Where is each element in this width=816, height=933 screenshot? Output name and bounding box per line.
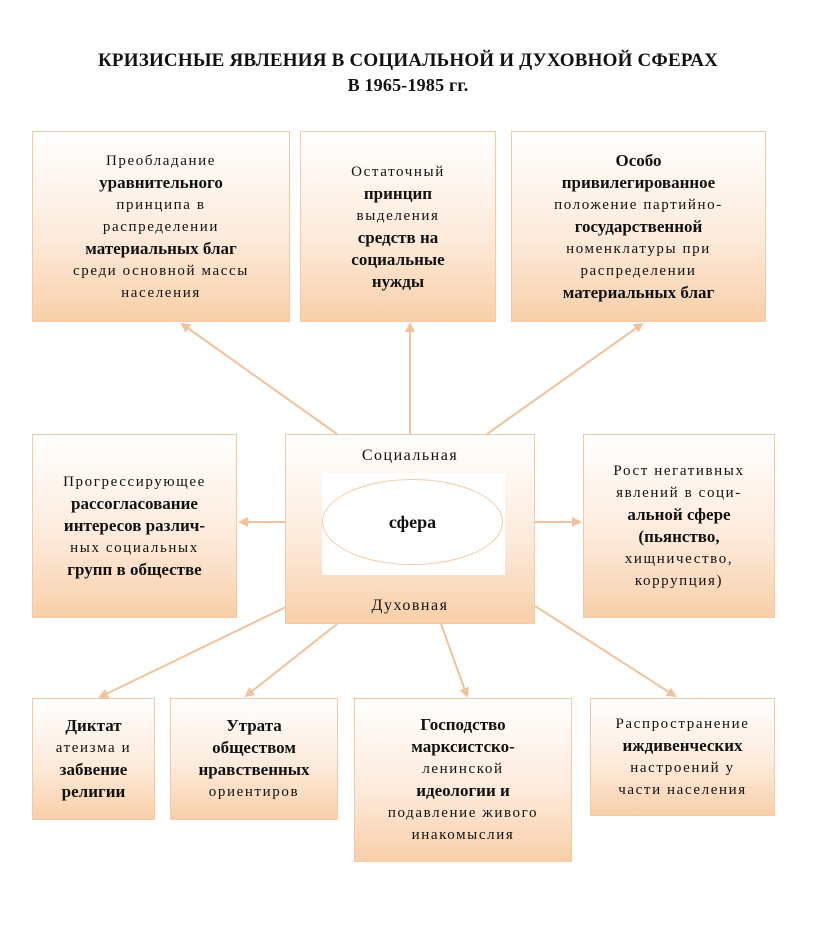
box-moral-loss xyxy=(170,698,338,820)
box-line: нужды xyxy=(371,271,425,291)
box-line: принцип xyxy=(363,183,433,203)
box-interest-divergence xyxy=(32,434,237,618)
box-line: явлений в соци- xyxy=(616,485,742,501)
box-nomenklatura-privilege xyxy=(511,131,766,322)
box-line: хищничество, xyxy=(624,551,734,567)
box-line: атеизма и xyxy=(55,740,132,756)
central-label-spiritual: Духовная xyxy=(371,597,449,614)
diagram-subtitle: В 1965-1985 гг. xyxy=(347,75,469,95)
box-line: подавление живого xyxy=(387,805,539,821)
box-line: марксистско- xyxy=(411,737,515,756)
arrow-to-top-right xyxy=(487,324,642,434)
box-marxism-dominance xyxy=(354,698,572,862)
box-line: иждивенческих xyxy=(622,736,743,755)
box-line: среди основной массы xyxy=(73,262,249,279)
arrow-to-top-left xyxy=(182,324,337,434)
box-line: ленинской xyxy=(422,761,504,777)
box-line: ных социальных xyxy=(70,540,199,556)
box-line: привилегированное xyxy=(561,172,716,192)
box-line: уравнительного xyxy=(99,172,223,192)
box-line: населения xyxy=(121,284,201,301)
box-line: Распространение xyxy=(615,716,750,732)
box-line: нравственных xyxy=(198,760,310,779)
arrow-to-bottom-4 xyxy=(535,606,675,696)
box-line: средств на xyxy=(357,227,439,247)
arrow-to-bottom-3 xyxy=(441,624,467,696)
central-ellipse xyxy=(322,479,503,565)
box-line: части населения xyxy=(618,782,747,798)
box-line: Утрата xyxy=(226,716,282,735)
box-line: Особо xyxy=(615,150,662,170)
box-line: Прогрессирующее xyxy=(63,474,206,490)
box-dependency-spread xyxy=(590,698,775,816)
box-line: Остаточный xyxy=(351,163,445,180)
box-line: забвение xyxy=(59,760,128,779)
box-line: Господство xyxy=(420,715,506,734)
central-node xyxy=(285,434,535,624)
box-equalizing-distribution xyxy=(32,131,290,322)
box-line: интересов различ- xyxy=(63,516,206,535)
box-line: распределении xyxy=(102,218,220,235)
box-line: обществом xyxy=(212,738,296,757)
box-line: выделения xyxy=(356,207,440,224)
box-line: Диктат xyxy=(65,716,122,735)
arrow-to-bottom-2 xyxy=(246,624,337,696)
box-line: (пьянство, xyxy=(638,527,720,546)
box-line: Преобладание xyxy=(105,152,217,169)
box-line: рассогласование xyxy=(71,494,198,513)
box-line: номенклатуры при xyxy=(566,240,711,257)
box-line: социальные xyxy=(351,249,445,269)
box-line: идеологии и xyxy=(416,781,510,800)
box-line: распределении xyxy=(580,262,697,279)
box-line: настроений у xyxy=(630,760,735,776)
box-line: государственной xyxy=(574,216,703,236)
box-line: материальных благ xyxy=(85,238,237,258)
box-line: материальных благ xyxy=(562,282,715,302)
box-line: ориентиров xyxy=(208,784,300,800)
box-residual-principle xyxy=(300,131,496,322)
box-negative-phenomena xyxy=(583,434,775,618)
central-label-sphere: сфера xyxy=(388,511,437,532)
box-line: положение партийно- xyxy=(554,196,723,213)
box-atheism-dictate xyxy=(32,698,155,820)
box-line: принципа в xyxy=(116,196,206,213)
central-label-social: Социальная xyxy=(361,447,459,464)
box-line: групп в обществе xyxy=(67,560,202,579)
box-line: инакомыслия xyxy=(411,827,515,843)
box-line: религии xyxy=(61,782,126,801)
box-line: альной сфере xyxy=(627,505,731,524)
diagram-title: КРИЗИСНЫЕ ЯВЛЕНИЯ В СОЦИАЛЬНОЙ И ДУХОВНОЙ СФЕРАХ xyxy=(97,50,719,71)
box-line: Рост негативных xyxy=(613,463,745,479)
box-line: коррупция) xyxy=(634,573,724,589)
arrow-to-bottom-1 xyxy=(100,606,288,697)
